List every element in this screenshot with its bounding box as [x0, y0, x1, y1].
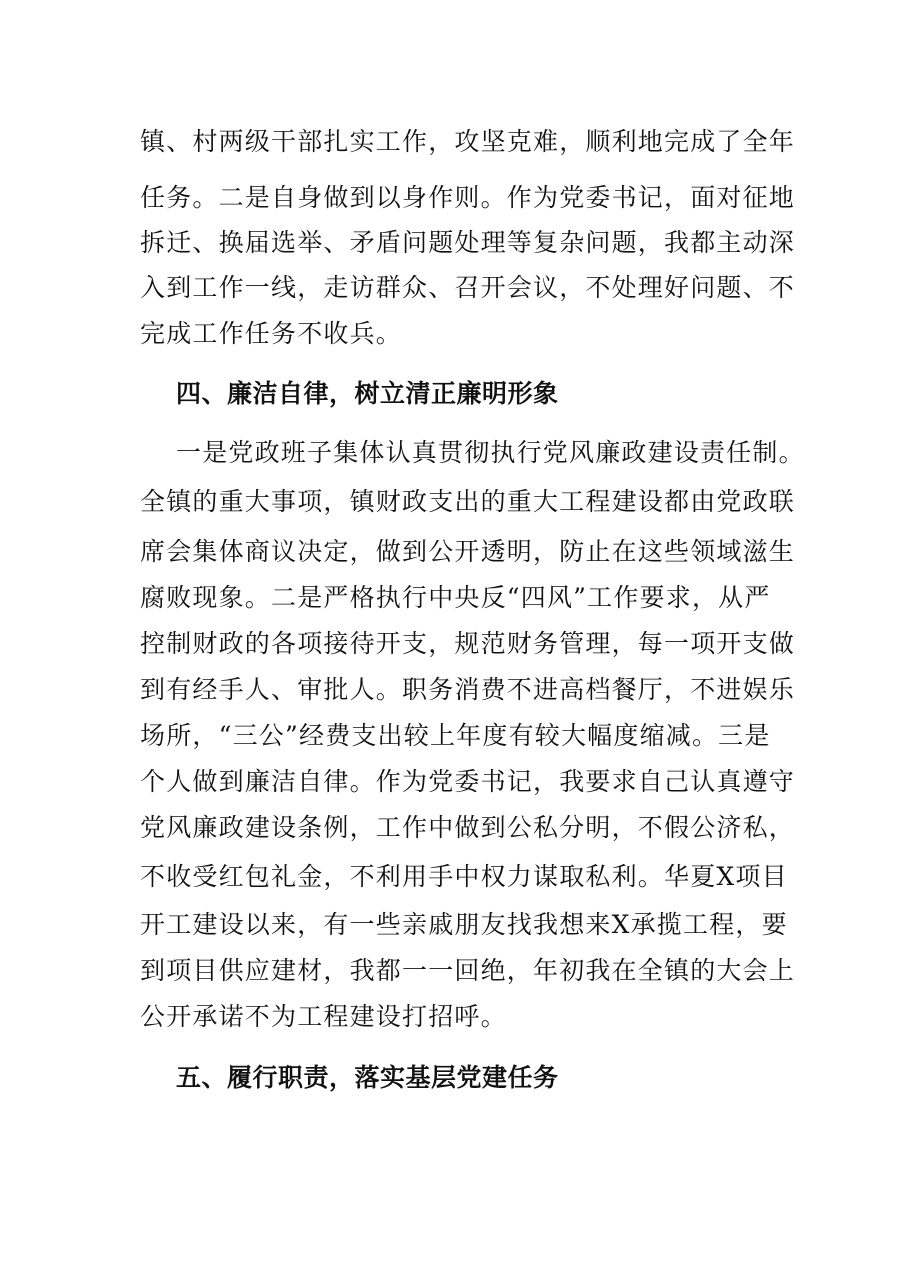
section-heading-4: 四、廉洁自律，树立清正廉明形象 — [176, 379, 559, 408]
paragraph-1-line-5: 完成工作任务不收兵。 — [140, 319, 403, 348]
paragraph-2-line-7: 场所，“三公”经费支出较上年度有较大幅度缩减。三是 — [140, 721, 771, 750]
paragraph-2-line-3: 席会集体商议决定，做到公开透明，防止在这些领域滋生 — [140, 537, 796, 566]
paragraph-2-line-13: 公开承诺不为工程建设打招呼。 — [140, 1002, 507, 1031]
paragraph-2-line-8: 个人做到廉洁自律。作为党委书记，我要求自己认真遵守 — [140, 767, 796, 796]
paragraph-1-line-4: 入到工作一线，走访群众、召开会议，不处理好问题、不 — [140, 273, 796, 302]
paragraph-2-line-11: 开工建设以来，有一些亲戚朋友找我想来X承揽工程，要 — [140, 910, 788, 939]
paragraph-2-line-4: 腐败现象。二是严格执行中央反“四风”工作要求，从严 — [140, 583, 771, 612]
paragraph-1-line-3: 拆迁、换届选举、矛盾问题处理等复杂问题，我都主动深 — [140, 228, 796, 257]
paragraph-2-line-10: 不收受红包礼金，不利用手中权力谋取私利。华夏X项目 — [140, 862, 788, 891]
paragraph-2-line-5: 控制财政的各项接待开支，规范财务管理，每一项开支做 — [140, 629, 796, 658]
paragraph-2-line-1: 一是党政班子集体认真贯彻执行党风廉政建设责任制。 — [176, 438, 805, 467]
paragraph-1-line-2: 任务。二是自身做到以身作则。作为党委书记，面对征地 — [140, 183, 796, 212]
paragraph-2-line-9: 党风廉政建设条例，工作中做到公私分明，不假公济私， — [140, 813, 796, 842]
paragraph-2-line-6: 到有经手人、审批人。职务消费不进高档餐厅，不进娱乐 — [140, 675, 796, 704]
paragraph-2-line-2: 全镇的重大事项，镇财政支出的重大工程建设都由党政联 — [140, 487, 796, 516]
section-heading-5: 五、履行职责，落实基层党建任务 — [176, 1063, 559, 1092]
paragraph-2-line-12: 到项目供应建材，我都一一回绝，年初我在全镇的大会上 — [140, 956, 796, 985]
paragraph-1-line-1: 镇、村两级干部扎实工作，攻坚克难，顺利地完成了全年 — [140, 127, 796, 156]
